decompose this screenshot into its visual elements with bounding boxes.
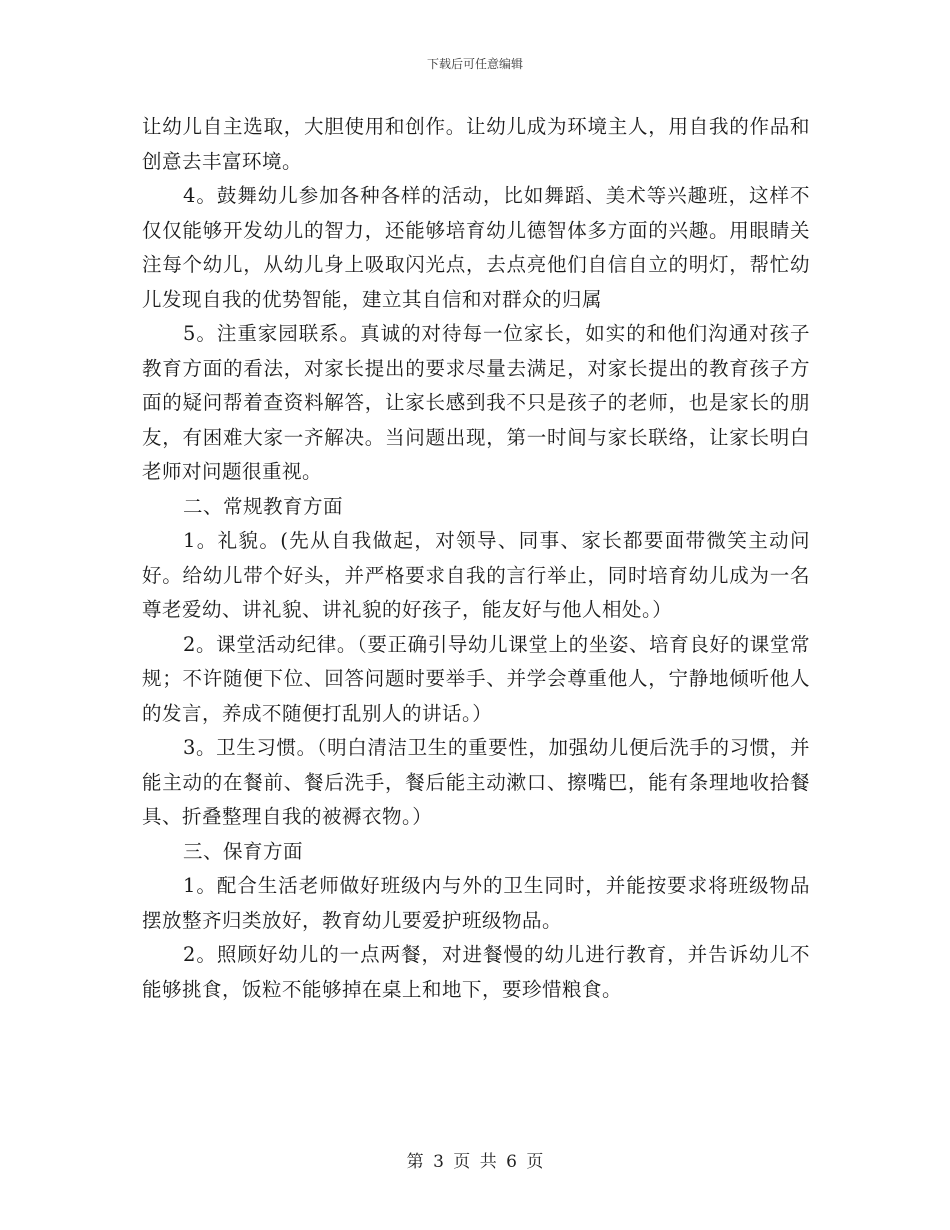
page-header: 下载后可任意编辑 bbox=[426, 57, 523, 71]
paragraph: 5。注重家园联系。真诚的对待每一位家长，如实的和他们沟通对孩子教育方面的看法，对家长提出的要求尽量去满足，对家长提出的教育孩子方面的疑问帮着查资料解答，让家长感到我不只是孩子的老师，也是家长的朋友，有困难大家一齐解决。当问题出现，第一时间与家长联络，让家长明白老师对问题很重视。 bbox=[142, 322, 810, 483]
paragraph: 4。鼓舞幼儿参加各种各样的活动，比如舞蹈、美术等兴趣班，这样不仅仅能够开发幼儿的智力，还能够培育幼儿德智体多方面的兴趣。用眼睛关注每个幼儿，从幼儿身上吸取闪光点，去点亮他们自信自立的明灯，帮忙幼儿发现自我的优势智能，建立其自信和对群众的归属 bbox=[142, 184, 810, 311]
document-body bbox=[142, 110, 810, 1007]
paragraph: 让幼儿自主选取，大胆使用和创作。让幼儿成为环境主人，用自我的作品和创意去丰富环境。 bbox=[142, 115, 810, 173]
paragraph: 3。卫生习惯。（明白清洁卫生的重要性，加强幼儿便后洗手的习惯，并能主动的在餐前、餐后洗手，餐后能主动漱口、擦嘴巴，能有条理地收拾餐具、折叠整理自我的被褥衣物。） bbox=[142, 736, 810, 828]
paragraph: 2。课堂活动纪律。（要正确引导幼儿课堂上的坐姿、培育良好的课堂常规；不许随便下位、回答问题时要举手、并学会尊重他人，宁静地倾听他人的发言，养成不随便打乱别人的讲话。） bbox=[142, 632, 810, 725]
paragraph: 2。照顾好幼儿的一点两餐，对进餐慢的幼儿进行教育，并告诉幼儿不能够挑食，饭粒不能够掉在桌上和地下，要珍惜粮食。 bbox=[142, 943, 810, 1001]
section-heading: 三、保育方面 bbox=[183, 839, 304, 863]
paragraph: 1。礼貌。(先从自我做起，对领导、同事、家长都要面带微笑主动问好。给幼儿带个好头，并严格要求自我的言行举止，同时培育幼儿成为一名尊老爱幼、讲礼貌、讲礼貌的好孩子，能友好与他人相处。） bbox=[142, 529, 810, 621]
page-footer: 第 3 页 共 6 页 bbox=[406, 1152, 544, 1172]
paragraph: 1。配合生活老师做好班级内与外的卫生同时，并能按要求将班级物品摆放整齐归类放好，教育幼儿要爱护班级物品。 bbox=[142, 874, 810, 932]
section-heading: 二、常规教育方面 bbox=[183, 494, 344, 518]
